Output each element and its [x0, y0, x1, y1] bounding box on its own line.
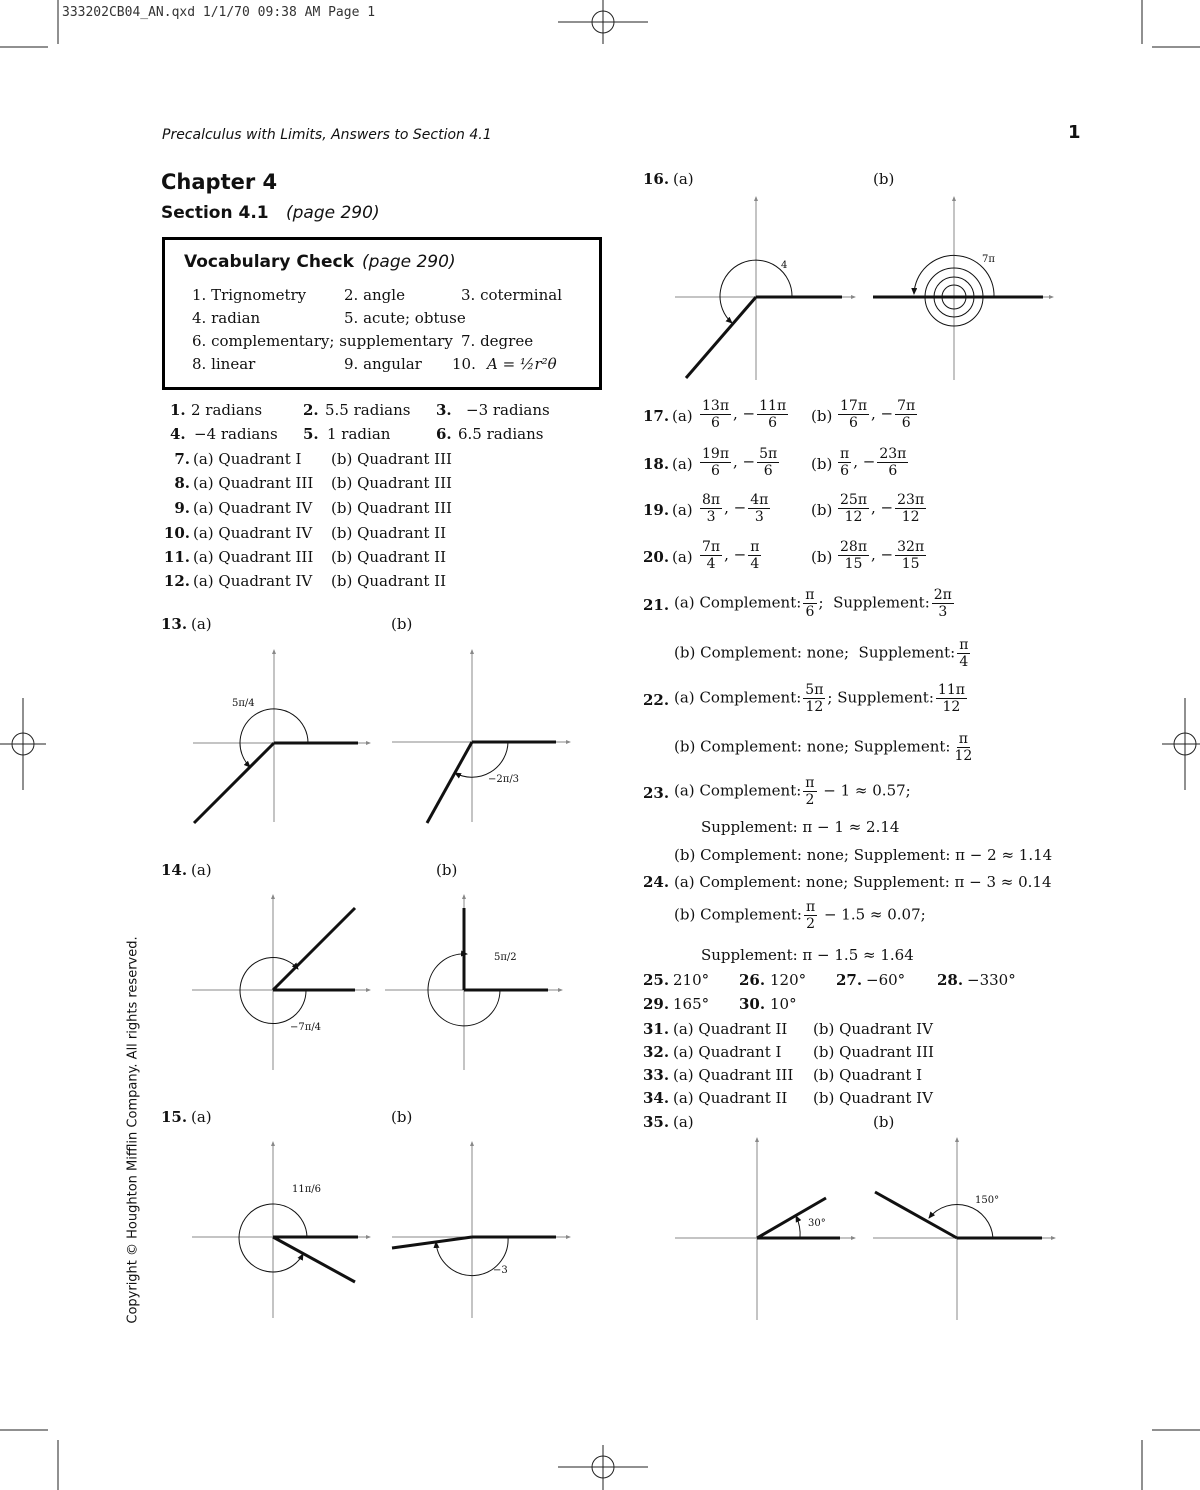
diagram-14b: [385, 895, 562, 1070]
answer-num: 23.: [643, 784, 670, 802]
part-b-label: (b): [391, 615, 413, 633]
fraction: $\frac{25\pi}{12}$: [840, 492, 868, 525]
fraction: $\frac{7\pi}{6}$: [897, 398, 916, 431]
part-b-label: (b): [811, 455, 833, 473]
part-b-label: (b): [811, 407, 833, 425]
answer-value: 165°: [673, 995, 710, 1013]
answer-value: 2 radians: [191, 401, 263, 419]
answer-num: 11.: [163, 548, 190, 566]
answer-value: 120°: [770, 971, 807, 989]
part-a-label: (a): [672, 455, 693, 473]
diagram-35a: [675, 1138, 855, 1320]
part-a-label: (a): [673, 1113, 694, 1131]
part-b-label: (b): [436, 861, 458, 879]
diagram-15b: [392, 1142, 570, 1318]
diagram-16b: [873, 197, 1053, 380]
answer-a: (a) Quadrant IV: [193, 524, 313, 542]
fraction: $\frac{\pi}{2}$: [805, 775, 815, 808]
answer-num: 33.: [643, 1066, 670, 1084]
answer-num: 30.: [739, 995, 766, 1013]
part-a-label: (a): [191, 1108, 212, 1126]
section-page: (page 290): [286, 203, 380, 223]
answer-num: 4.: [170, 425, 186, 443]
answer-b: (b) Quadrant IV: [813, 1020, 933, 1038]
answer-num: 17.: [643, 407, 670, 425]
answer-num: 24.: [643, 873, 670, 891]
answer-b: (b) Quadrant III: [331, 450, 452, 468]
fraction: $\frac{\pi}{4}$: [750, 539, 760, 572]
answer-value: −4 radians: [194, 425, 278, 443]
answer-value: 1 radian: [327, 425, 391, 443]
answer-value: 5.5 radians: [325, 401, 411, 419]
vocab-item-7: 7. degree: [461, 332, 534, 350]
vocab-page: (page 290): [362, 252, 456, 272]
answer-num: 2.: [303, 401, 319, 419]
answer-a: (a) Quadrant III: [193, 474, 314, 492]
answer-num: 34.: [643, 1089, 670, 1107]
answer-a: (a) Quadrant II: [673, 1020, 788, 1038]
fraction: $\frac{\pi}{2}$: [805, 899, 816, 932]
fraction: $\frac{23\pi}{6}$: [879, 446, 907, 479]
answer-num: 6.: [436, 425, 452, 443]
angle-label-13b: −2π/3: [488, 774, 520, 785]
fraction: $\frac{2\pi}{3}$: [933, 587, 952, 620]
answer-num: 1.: [170, 401, 186, 419]
running-header: Precalculus with Limits, Answers to Section 4.1: [162, 127, 492, 143]
part-a-label: (a): [673, 170, 694, 188]
answer-value: 6.5 radians: [458, 425, 544, 443]
answer-value: 210°: [673, 971, 710, 989]
part-a-label: (a): [672, 407, 693, 425]
answer-b: (b) Quadrant II: [331, 572, 446, 590]
answer-num: 25.: [643, 971, 670, 989]
answer-num: 5.: [303, 425, 319, 443]
vocab-title: Vocabulary Check: [184, 252, 354, 272]
vocab-item-8: 8. linear: [192, 355, 256, 373]
vocab-item-3: 3. coterminal: [461, 286, 563, 304]
fraction: $\frac{28\pi}{15}$: [840, 539, 868, 572]
answer-num: 32.: [643, 1043, 670, 1061]
answer-value: −3 radians: [466, 401, 550, 419]
problem-16-label: 16.: [643, 170, 670, 188]
answer-num: 19.: [643, 501, 670, 519]
answer-24a: (a) Complement: none; Supplement: π − 3 ≈ 0.14: [674, 873, 1052, 891]
vocab-item-6: 6. complementary; supplementary: [192, 332, 453, 350]
answer-a: (a) Quadrant IV: [193, 572, 313, 590]
answer-num: 22.: [643, 691, 670, 709]
fraction: $\frac{8\pi}{3}$: [702, 492, 721, 525]
angle-label-16a: 4: [781, 260, 788, 271]
answer-num: 3.: [436, 401, 452, 419]
copyright-notice: Copyright © Houghton Mifflin Company. All rights reserved.: [125, 936, 141, 1324]
angle-label-14b: 5π/2: [494, 952, 517, 963]
answer-num: 29.: [643, 995, 670, 1013]
problem-14-label: 14.: [161, 861, 188, 879]
answer-a: (a) Quadrant I: [673, 1043, 782, 1061]
answer-num: 20.: [643, 548, 670, 566]
problem-13-label: 13.: [161, 615, 188, 633]
angle-label-16b: 7π: [982, 254, 995, 265]
diagram-16a: [675, 197, 855, 380]
slug-line: 333202CB04_AN.qxd 1/1/70 09:38 AM Page 1: [62, 5, 376, 20]
angle-label-13a: 5π/4: [232, 698, 255, 709]
answer-a: (a) Quadrant I: [193, 450, 302, 468]
answer-a: (a) Quadrant IV: [193, 499, 313, 517]
answer-num: 10.: [163, 524, 190, 542]
vocab-item-4: 4. radian: [192, 309, 261, 327]
fraction: $\frac{\pi}{12}$: [954, 731, 973, 764]
answer-value: 10°: [770, 995, 797, 1013]
answer-23-supplement: Supplement: π − 1 ≈ 2.14: [701, 818, 900, 836]
vocab-item-1: 1. Trignometry: [192, 286, 307, 304]
fraction: $\frac{7\pi}{4}$: [702, 539, 721, 572]
answer-num: 21.: [643, 596, 670, 614]
angle-label-15a: 11π/6: [292, 1184, 322, 1195]
fraction: $\frac{17\pi}{6}$: [840, 398, 868, 431]
diagram-13b: [392, 650, 570, 823]
section-title: Section 4.1: [161, 203, 269, 223]
page-number: 1: [1068, 122, 1081, 143]
fraction: $\frac{5\pi}{6}$: [759, 446, 778, 479]
answer-num: 31.: [643, 1020, 670, 1038]
answer-num: 8.: [174, 474, 190, 492]
fraction: $\frac{13\pi}{6}$: [702, 398, 730, 431]
answer-num: 7.: [174, 450, 190, 468]
part-b-label: (b): [873, 1113, 895, 1131]
fraction: $\frac{\pi}{6}$: [805, 587, 815, 620]
answer-b: (b) Quadrant IV: [813, 1089, 933, 1107]
vocab-formula: A = ½r²θ: [487, 355, 557, 373]
vocab-item-2: 2. angle: [344, 286, 405, 304]
part-a-label: (a): [672, 548, 693, 566]
answer-value: −330°: [967, 971, 1016, 989]
diagram-13a: [193, 650, 370, 823]
problem-15-label: 15.: [161, 1108, 188, 1126]
answer-num: 12.: [163, 572, 190, 590]
answer-value: −60°: [866, 971, 906, 989]
chapter-title: Chapter 4: [161, 170, 278, 194]
fraction: $\frac{11\pi}{12}$: [937, 682, 965, 715]
answer-a: (a) Quadrant III: [673, 1066, 794, 1084]
vocab-item-9: 9. angular: [344, 355, 422, 373]
fraction: $\frac{5\pi}{12}$: [805, 682, 824, 715]
fraction: $\frac{32\pi}{15}$: [897, 539, 925, 572]
part-a-label: (a): [191, 615, 212, 633]
part-b-label: (b): [811, 548, 833, 566]
part-a-label: (a): [191, 861, 212, 879]
fraction: $\frac{\pi}{6}$: [840, 446, 850, 479]
answer-23b: (b) Complement: none; Supplement: π − 2 ≈ 1.14: [674, 846, 1053, 864]
diagram-15a: [192, 1142, 370, 1318]
part-b-label: (b): [391, 1108, 413, 1126]
answer-num: 26.: [739, 971, 766, 989]
answer-b: (b) Quadrant II: [331, 548, 446, 566]
vocab-item-10: 10.: [452, 355, 476, 373]
problem-35-label: 35.: [643, 1113, 670, 1131]
angle-label-15b: −3: [493, 1265, 508, 1276]
part-a-label: (a): [672, 501, 693, 519]
answer-b: (b) Quadrant I: [813, 1066, 923, 1084]
answer-num: 18.: [643, 455, 670, 473]
answer-b: (b) Quadrant III: [813, 1043, 934, 1061]
answer-b: (b) Quadrant II: [331, 524, 446, 542]
diagram-14a: [192, 895, 370, 1070]
part-b-label: (b): [811, 501, 833, 519]
vocab-item-5: 5. acute; obtuse: [344, 309, 466, 327]
angle-label-35a: 30°: [808, 1218, 826, 1229]
answer-a: (a) Quadrant III: [193, 548, 314, 566]
answer-num: 28.: [937, 971, 964, 989]
answer-num: 9.: [174, 499, 190, 517]
part-b-label: (b): [873, 170, 895, 188]
fraction: $\frac{19\pi}{6}$: [702, 446, 730, 479]
answer-a: (a) Quadrant II: [673, 1089, 788, 1107]
answer-24-supplement: Supplement: π − 1.5 ≈ 1.64: [701, 946, 914, 964]
fraction: $\frac{\pi}{4}$: [959, 637, 969, 670]
fraction: $\frac{4\pi}{3}$: [750, 492, 769, 525]
answer-b: (b) Quadrant III: [331, 499, 452, 517]
fraction: $\frac{23\pi}{12}$: [897, 492, 925, 525]
answer-num: 27.: [836, 971, 863, 989]
angle-label-14a: −7π/4: [290, 1022, 322, 1033]
angle-label-35b: 150°: [975, 1195, 1000, 1206]
fraction: $\frac{11\pi}{6}$: [759, 398, 787, 431]
diagram-35b: [873, 1138, 1055, 1320]
answer-b: (b) Quadrant III: [331, 474, 452, 492]
